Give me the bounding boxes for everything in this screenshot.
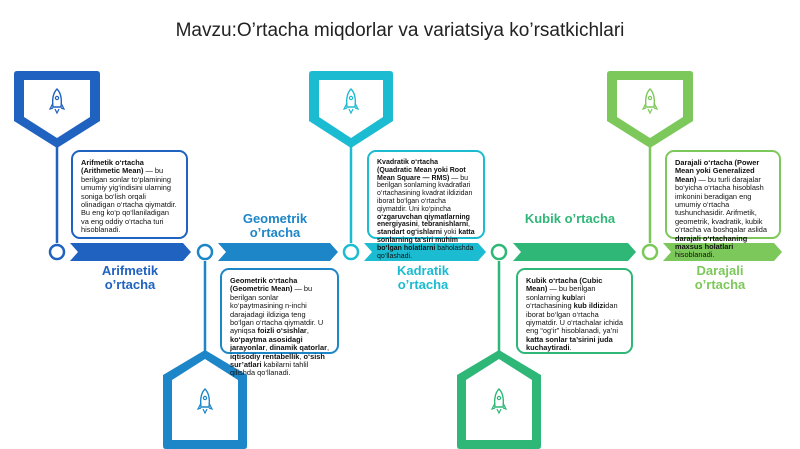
timeline-node-1 [50, 245, 64, 259]
info-card-arithmetic: Arifmetik o‘rtacha (Arithmetic Mean) — bu berilgan sonlar to‘plamining umumiy yig‘indisini ularning soniga bo‘lish orqali olinadigan o‘rtacha qiymatdir. Bu eng ko‘p qo‘llaniladigan va eng oddiy o‘rtacha turi hisoblanadi. [71, 150, 188, 239]
timeline-node-5 [643, 245, 657, 259]
info-card-cubic: Kubik o‘rtacha (Cubic Mean) — bu berilgan sonlarning kublari o‘rtachasining kub ildizidan iborat bo‘lgan o‘rtacha qiymatdir. U o‘rtachalar ichida eng “og‘ir” hisoblanadi, ya’ni katta sonlar ta’sirini juda kuchaytiradi. [516, 268, 633, 354]
timeline-arrow-2 [218, 243, 338, 261]
badge-5 [607, 71, 693, 148]
timeline-arrow-1 [70, 243, 191, 261]
info-card-geometric: Geometrik o‘rtacha (Geometric Mean) — bu berilgan sonlar ko‘paytmasining n-inchi darajadagi ildiziga teng bo‘lgan o‘rtacha qiymatdir. U ayniqsa foizli o‘sishlar, ko‘paytma asosidagi jarayonlar, dinamik qatorlar, iqtisodiy rentabellik, o‘sish sur’atlari kabilarni tahlil qilishda qo‘llanadi. [220, 268, 339, 354]
step-label-1: Arifmetik o’rtacha [101, 263, 159, 292]
badge-4 [457, 350, 541, 449]
info-card-quadratic: Kvadratik o‘rtacha (Quadratic Mean yoki Root Mean Square — RMS) — bu berilgan sonlarning kvadratlari o‘rtachasining kvadrat ildizidan iborat bo‘lgan o‘rtacha qiymatdir. Uni ko‘pincha o‘zgaruvchan qiymatlarning energiyasini, tebranishlarni, standart og‘ishlarni yoki katta sonlarning ta’siri muhim bo‘lgan holatlarni baholashda qo‘llashadi. [367, 150, 485, 239]
badge-3 [309, 71, 393, 148]
page-title: Mavzu:O’rtacha miqdorlar va variatsiya ko’rsatkichlari [175, 20, 625, 41]
timeline-arrow-4 [513, 243, 636, 261]
step-label-3: Kadratik o’rtacha [396, 263, 450, 292]
info-card-power: Darajali o‘rtacha (Power Mean yoki Generalized Mean) — bu turli darajalar bo‘yicha o‘rtacha hisoblash imkonini beradigan eng umumiy o‘rtacha tushunchasidir. Arifmetik, geometrik, kvadratik, kubik o‘rtacha va boshqalar aslida darajali o‘rtachaning maxsus holatlari hisoblanadi. [665, 150, 781, 239]
timeline-node-3 [344, 245, 358, 259]
step-label-5: Darajali o’rtacha [694, 263, 746, 292]
step-label-2: Geometrik o’rtacha [242, 211, 308, 240]
timeline-node-2 [198, 245, 212, 259]
badge-1 [14, 71, 100, 148]
step-label-4: Kubik o’rtacha [524, 211, 616, 226]
timeline-node-4 [492, 245, 506, 259]
